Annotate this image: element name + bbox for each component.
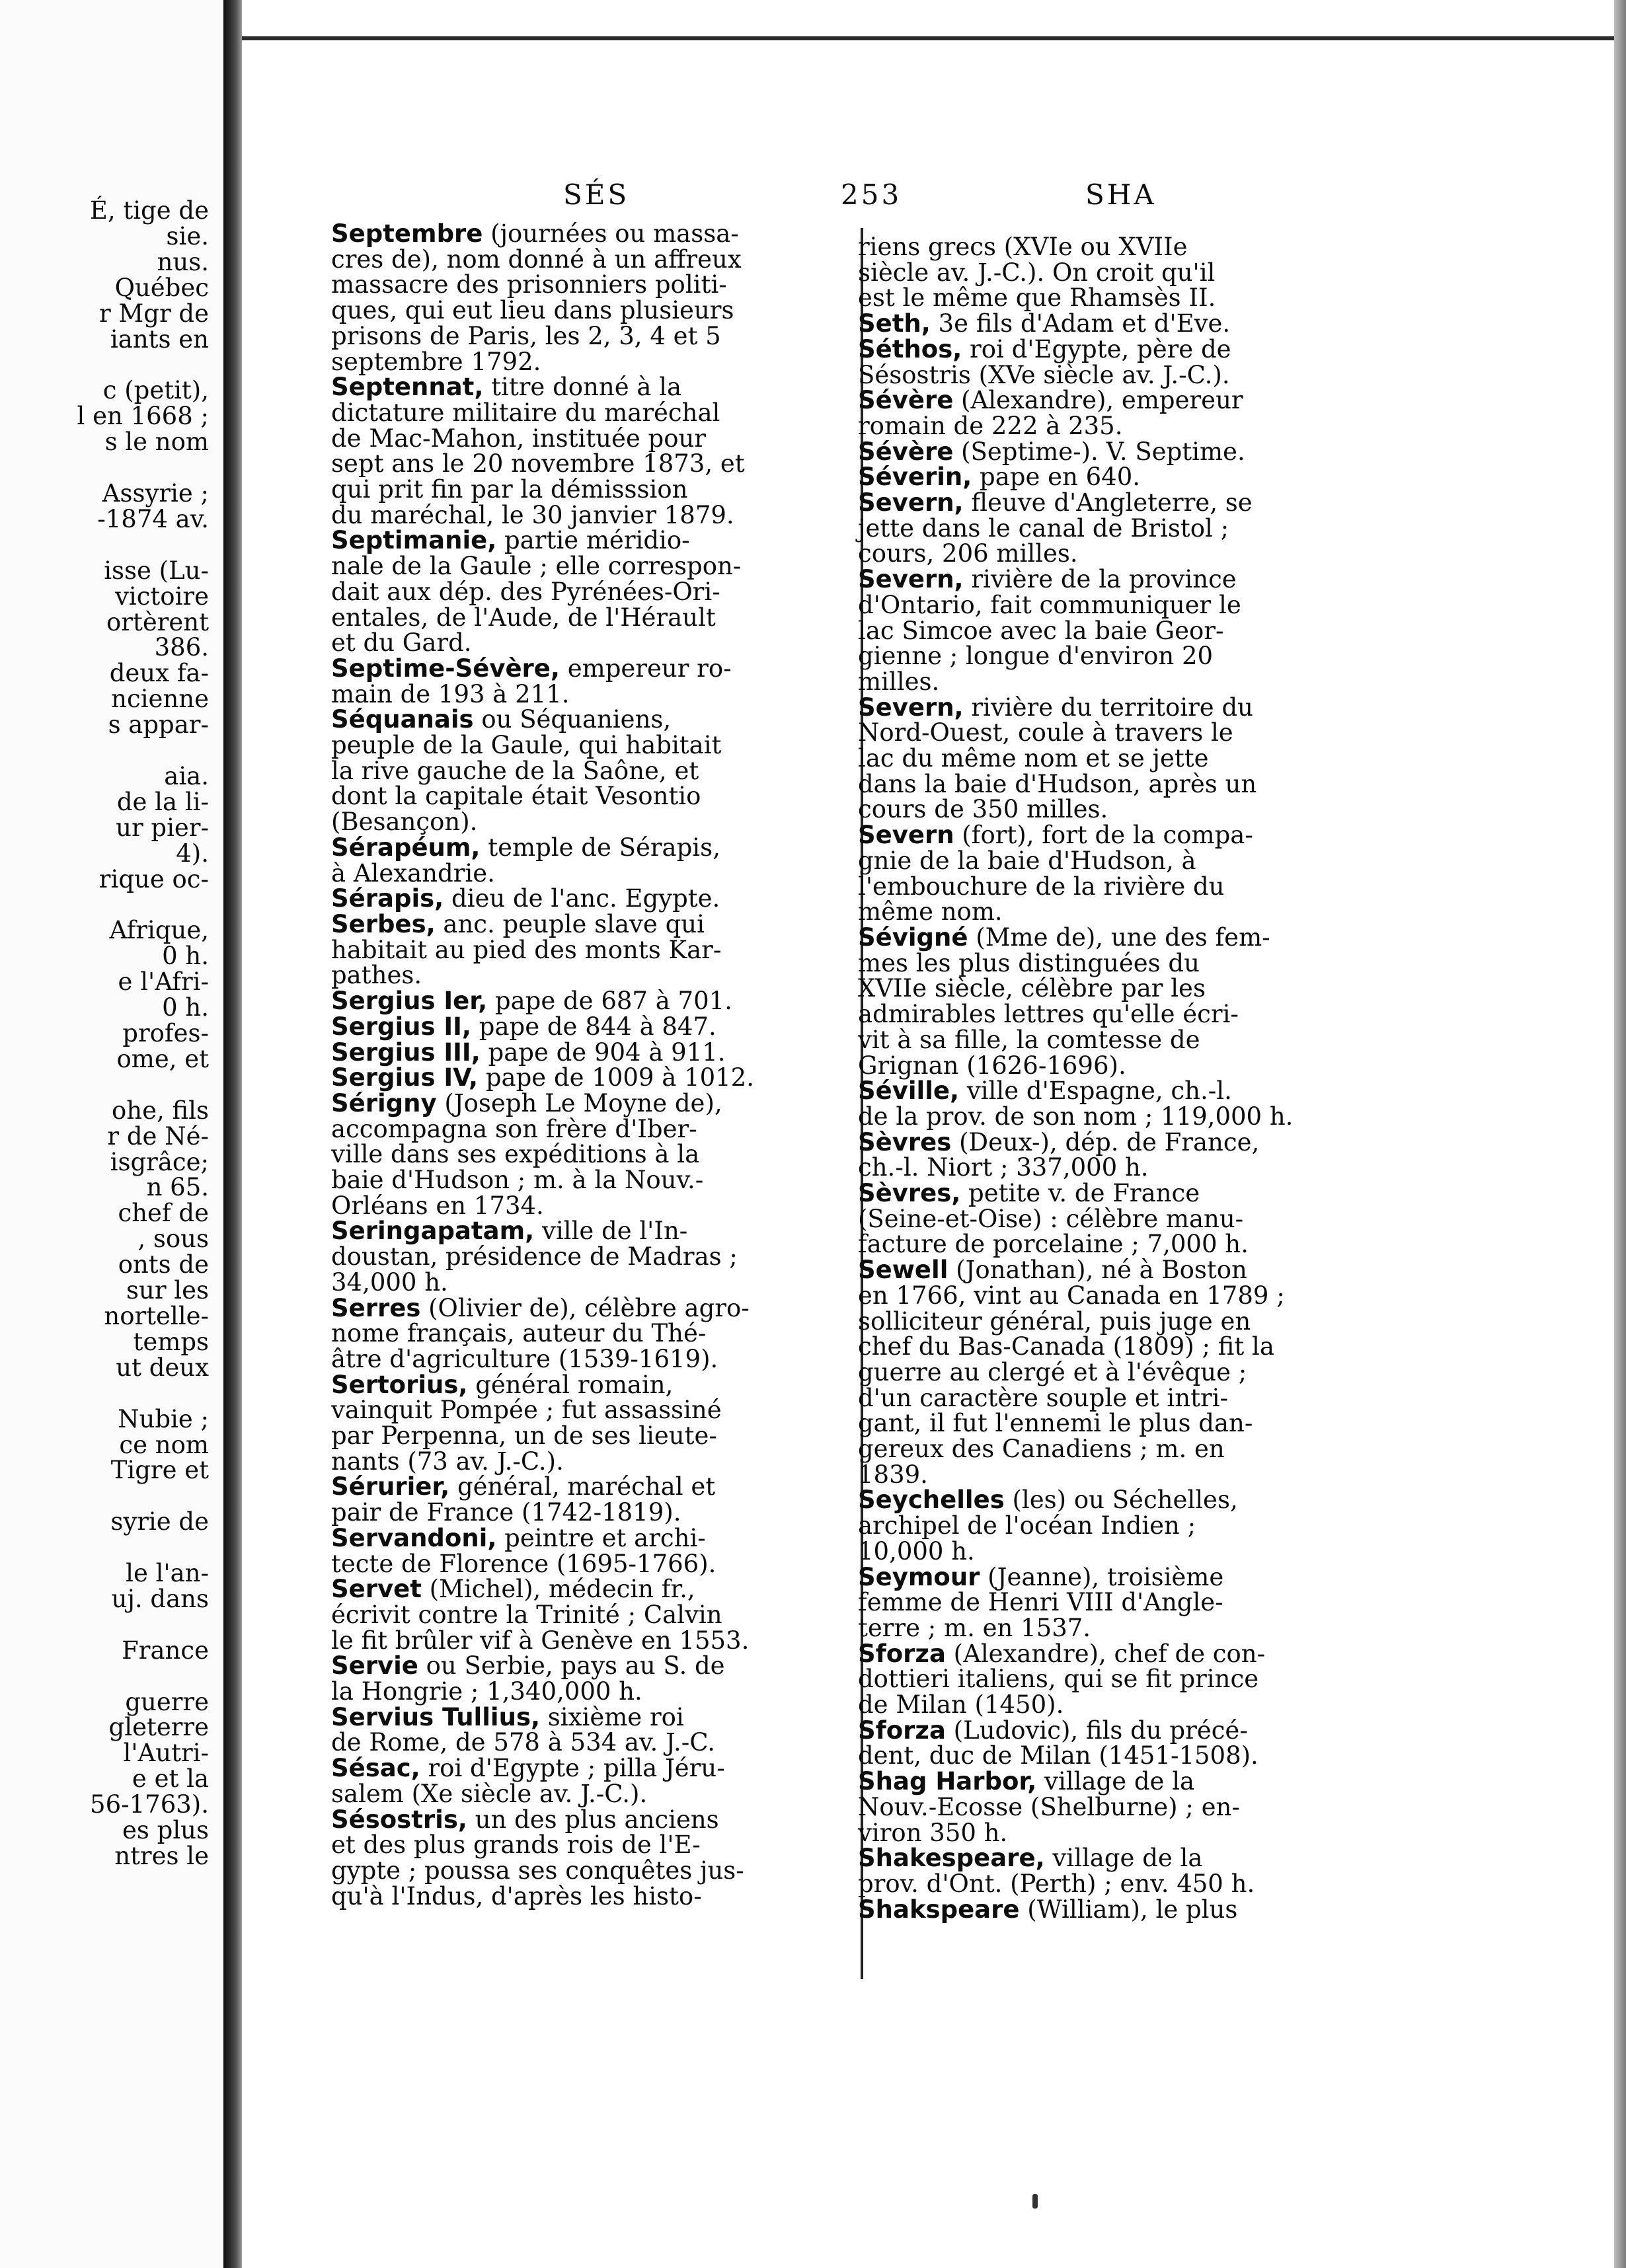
dictionary-entry (858, 1258, 1611, 1488)
entry-line: prisons de Paris, les 2, 3, 4 et 5 (331, 321, 721, 350)
previous-page-line: Assyrie ; (102, 478, 209, 508)
entry-line: de Milan (1450). (858, 1690, 1064, 1720)
dictionary-entry (858, 439, 1611, 465)
dictionary-entry (858, 1488, 1611, 1564)
dictionary-entry (331, 375, 929, 528)
dictionary-entry (858, 490, 1611, 567)
entry-line: Grignan (1626-1696). (858, 1051, 1126, 1080)
entry-headword: Septembre (331, 219, 483, 248)
previous-page-line: Afrique, (109, 916, 209, 945)
dictionary-entry (331, 1088, 929, 1220)
entry-line: facture de porcelaine ; 7,000 h. (858, 1230, 1249, 1259)
entry-line: Sérapis, dieu de l'anc. Egypte. (331, 884, 720, 913)
previous-page-line: uj. dans (111, 1584, 209, 1613)
entry-headword: Sévigné (858, 923, 968, 952)
entry-line: nome français, auteur du Thé- (331, 1319, 707, 1348)
dictionary-page (242, 36, 1614, 2268)
previous-page-fragment (0, 0, 223, 2268)
entry-line: dottieri italiens, qui se fit prince (858, 1665, 1259, 1694)
previous-page-line: e l'Afri- (118, 967, 209, 997)
entry-line: terre ; m. en 1537. (858, 1613, 1091, 1642)
entry-line: siècle av. J.-C.). On croit qu'il (858, 258, 1216, 287)
entry-headword: Seychelles (858, 1486, 1005, 1515)
previous-page-line: ome, et (116, 1044, 209, 1073)
entry-line: main de 193 à 211. (331, 679, 570, 708)
entry-line: archipel de l'océan Indien ; (858, 1511, 1196, 1540)
entry-line: même nom. (858, 897, 1003, 926)
entry-line: Sésac, roi d'Egypte ; pilla Jéru- (331, 1754, 725, 1783)
entry-line: nants (73 av. J.-C.). (331, 1447, 564, 1476)
previous-page-line: ce nom (119, 1430, 209, 1459)
previous-page-line: ur pier- (116, 813, 209, 842)
dictionary-entry (858, 465, 1611, 490)
entry-line: Septennat, titre donné à la (331, 373, 682, 402)
previous-page-line: onts de (118, 1250, 209, 1279)
previous-page-line: ncienne (111, 685, 209, 714)
entry-line: Seringapatam, ville de l'In- (331, 1217, 688, 1246)
entry-headword: Séquanais (331, 705, 474, 734)
entry-headword: Séverin, (858, 463, 972, 492)
previous-page-line: France (122, 1636, 209, 1665)
previous-page-line (0, 1612, 209, 1638)
entry-line: chef du Bas-Canada (1809) ; fit la (858, 1332, 1274, 1361)
entry-line: la rive gauche de la Saône, et (331, 756, 699, 785)
entry-line: accompagna son frère d'Iber- (331, 1114, 697, 1143)
dictionary-entry (331, 1807, 929, 1910)
entry-line: Sergius II, pape de 844 à 847. (331, 1012, 716, 1041)
previous-page-line: gleterre (108, 1713, 209, 1742)
previous-page-line: 4). (176, 839, 209, 868)
entry-line: Servie ou Serbie, pays au S. de (331, 1651, 725, 1681)
entry-headword: Sérapéum, (331, 833, 481, 862)
entry-line: entales, de l'Aude, de l'Hérault (331, 603, 716, 632)
previous-page-line: rique oc- (98, 864, 209, 893)
dictionary-entry (858, 1897, 1611, 1923)
entry-line: mes les plus distinguées du (858, 948, 1200, 977)
previous-page-line (0, 352, 209, 378)
entry-line: Shakspeare (William), le plus (858, 1895, 1238, 1924)
entry-line: en 1766, vint au Canada en 1789 ; (858, 1281, 1285, 1310)
entry-line: Severn, rivière de la province (858, 565, 1237, 594)
dictionary-entry (331, 1523, 929, 1578)
dictionary-entry (331, 1219, 929, 1295)
entry-line: vainquit Pompée ; fut assassiné (331, 1396, 722, 1425)
page-edge-right (1614, 0, 1626, 2268)
entry-line: habitait au pied des monts Kar- (331, 935, 722, 964)
entry-headword: Séthos, (858, 334, 962, 363)
previous-page-line: c (petit), (102, 376, 209, 405)
previous-page-line: sie. (166, 221, 209, 250)
entry-headword: Sévère (858, 386, 954, 415)
dictionary-entry (331, 1040, 929, 1066)
entry-line: salem (Xe siècle av. J.-C.). (331, 1779, 648, 1808)
previous-page-line: ohe, fils (111, 1096, 209, 1125)
entry-line: du maréchal, le 30 janvier 1879. (331, 500, 734, 529)
dictionary-entry (331, 221, 929, 375)
entry-line: pair de France (1742-1819). (331, 1498, 681, 1527)
entry-line: Nord-Ouest, coule à travers le (858, 718, 1233, 747)
entry-line: dent, duc de Milan (1451-1508). (858, 1741, 1258, 1770)
entry-line: peuple de la Gaule, qui habitait (331, 731, 722, 760)
previous-page-line: 386. (154, 633, 209, 662)
dictionary-entry (331, 1293, 929, 1373)
entry-line: guerre au clergé et à l'évêque ; (858, 1357, 1247, 1386)
previous-page-line: isse (Lu- (104, 556, 209, 585)
entry-line: écrivit contre la Trinité ; Calvin (331, 1600, 722, 1629)
entry-line: gienne ; longue d'environ 20 (858, 642, 1214, 671)
dictionary-entry (331, 656, 929, 707)
previous-page-line: isgrâce; (110, 1147, 209, 1176)
entry-line: Sergius IV, pape de 1009 à 1012. (331, 1063, 754, 1092)
entry-line: Sévère (Alexandre), empereur (858, 386, 1243, 415)
previous-page-line: chef de (118, 1199, 209, 1228)
entry-line: Shag Harbor, village de la (858, 1767, 1195, 1796)
dictionary-entry (858, 1718, 1611, 1769)
entry-headword: Septime-Sévère, (331, 654, 560, 683)
entry-line: jette dans le canal de Bristol ; (858, 513, 1229, 543)
entry-headword: Sforza (858, 1639, 946, 1668)
entry-line: Sérapéum, temple de Sérapis, (331, 833, 720, 862)
dictionary-entry (858, 311, 1611, 337)
dictionary-entry (858, 925, 1611, 1078)
entry-line: riens grecs (XVIe ou XVIIe (858, 233, 1188, 261)
previous-page-line: l en 1668 ; (77, 402, 209, 431)
entry-line: gnie de la baie d'Hudson, à (858, 846, 1196, 875)
dictionary-entry (331, 1014, 929, 1040)
previous-page-line: r de Né- (107, 1121, 209, 1151)
entry-headword: Sergius Ier, (331, 987, 488, 1016)
dictionary-entry (331, 1756, 929, 1807)
entry-headword: Septennat, (331, 373, 484, 402)
previous-page-line: e et la (132, 1764, 209, 1794)
previous-page-line: , sous (137, 1225, 209, 1254)
dictionary-entry (331, 1702, 929, 1757)
entry-line: âtre d'agriculture (1539-1619). (331, 1344, 718, 1373)
previous-page-line: ut deux (116, 1353, 209, 1382)
entry-line: Séville, ville d'Espagne, ch.-l. (858, 1077, 1232, 1106)
entry-headword: Sévère (858, 437, 954, 466)
entry-line: à Alexandrie. (331, 858, 495, 888)
entry-headword: Sergius IV, (331, 1063, 479, 1092)
entry-line: Serres (Olivier de), célèbre agro- (331, 1293, 750, 1322)
previous-page-line: sur les (126, 1276, 209, 1305)
entry-line: Nouv.-Ecosse (Shelburne) ; en- (858, 1792, 1240, 1821)
entry-line: Seth, 3e fils d'Adam et d'Eve. (858, 309, 1231, 338)
entry-line: Sérigny (Joseph Le Moyne de), (331, 1088, 722, 1117)
entry-line: Serbes, anc. peuple slave qui (331, 909, 705, 938)
previous-page-line: 56-1763). (90, 1790, 209, 1819)
entry-headword: Seth, (858, 309, 931, 338)
entry-line: 1839. (858, 1460, 928, 1489)
previous-page-line: deux fa- (109, 659, 209, 688)
right-column (858, 235, 1611, 1922)
entry-line: Séverin, pape en 640. (858, 463, 1140, 492)
page-number: 253 (841, 178, 902, 211)
entry-line: Severn, rivière du territoire du (858, 693, 1253, 722)
previous-page-line: n 65. (146, 1173, 209, 1202)
previous-page-line: nus. (157, 247, 209, 276)
previous-page-line: s le nom (104, 428, 209, 457)
entry-headword: Seringapatam, (331, 1217, 535, 1246)
previous-page-line: Tigre et (110, 1456, 209, 1485)
entry-headword: Seymour (858, 1562, 980, 1591)
entry-headword: Severn, (858, 565, 964, 594)
entry-headword: Sewell (858, 1256, 948, 1285)
ink-mark (1032, 2194, 1038, 2209)
entry-line: (Besançon). (331, 808, 478, 837)
entry-line: prov. d'Ont. (Perth) ; env. 450 h. (858, 1870, 1255, 1898)
entry-line: 10,000 h. (858, 1536, 975, 1566)
entry-line: Servet (Michel), médecin fr., (331, 1575, 695, 1604)
entry-headword: Sérurier, (331, 1472, 450, 1501)
entry-line: gereux des Canadiens ; m. en (858, 1435, 1225, 1464)
entry-headword: Sésac, (331, 1754, 420, 1783)
entry-line: Sérurier, général, maréchal et (331, 1472, 716, 1501)
entry-headword: Servius Tullius, (331, 1702, 541, 1731)
entry-line: de Rome, de 578 à 534 av. J.-C. (331, 1728, 715, 1757)
previous-page-line: nortelle- (104, 1301, 209, 1330)
previous-page-line (0, 1664, 209, 1690)
previous-page-line: le l'an- (126, 1559, 209, 1588)
previous-page-line (0, 455, 209, 481)
entry-line: et du Gard. (331, 628, 472, 658)
entry-headword: Servandoni, (331, 1523, 497, 1552)
entry-line: ville dans ses expéditions à la (331, 1140, 700, 1169)
entry-line: nale de la Gaule ; elle correspon- (331, 552, 742, 581)
entry-headword: Sergius III, (331, 1038, 481, 1067)
previous-page-line: es plus (122, 1816, 209, 1845)
previous-page-line: 0 h. (162, 993, 209, 1022)
entry-line: Orléans en 1734. (331, 1191, 544, 1220)
entry-line: Servius Tullius, sixième roi (331, 1702, 684, 1731)
entry-line: Sewell (Jonathan), né à Boston (858, 1256, 1247, 1285)
entry-line: ques, qui eut lieu dans plusieurs (331, 296, 734, 325)
entry-line: Sforza (Ludovic), fils du précé- (858, 1716, 1248, 1745)
dictionary-entry (858, 1639, 1611, 1720)
book-spine (223, 0, 242, 2268)
entry-line: Sertorius, général romain, (331, 1370, 674, 1399)
previous-page-text (0, 198, 209, 1870)
entry-line: et des plus grands rois de l'E- (331, 1831, 701, 1860)
dictionary-entry (331, 989, 929, 1014)
entry-line: Septimanie, partie méridio- (331, 526, 690, 555)
entry-line: gypte ; poussa ses conquêtes jus- (331, 1856, 744, 1885)
entry-line: femme de Henri VIII d'Angle- (858, 1588, 1223, 1617)
dictionary-entry (858, 1562, 1611, 1642)
entry-headword: Shag Harbor, (858, 1767, 1037, 1796)
entry-line: Severn (fort), fort de la compa- (858, 821, 1253, 850)
entry-line: XVIIe siècle, célèbre par les (858, 974, 1206, 1003)
previous-page-line: Québec (114, 273, 209, 302)
entry-headword: Severn (858, 821, 954, 850)
entry-line: Sévigné (Mme de), une des fem- (858, 923, 1270, 952)
entry-headword: Sergius II, (331, 1012, 471, 1041)
entry-line: dont la capitale était Vesontio (331, 782, 701, 811)
entry-line: Shakespeare, village de la (858, 1844, 1203, 1873)
entry-line: la Hongrie ; 1,340,000 h. (331, 1677, 642, 1706)
entry-line: de la prov. de son nom ; 119,000 h. (858, 1102, 1294, 1131)
previous-page-line (0, 1484, 209, 1509)
previous-page-line: 0 h. (162, 942, 209, 971)
entry-line: Séquanais ou Séquaniens, (331, 705, 672, 734)
page-top-edge (242, 36, 1614, 40)
dictionary-entry (331, 528, 929, 656)
previous-page-line: ortèrent (106, 607, 209, 636)
entry-line: dans la baie d'Hudson, après un (858, 769, 1257, 798)
previous-page-line: de la li- (116, 787, 209, 816)
entry-line: romain de 222 à 235. (858, 411, 1123, 440)
entry-line: qui prit fin par la démisssion (331, 475, 688, 504)
entry-headword: Septimanie, (331, 526, 497, 555)
entry-line: lac Simcoe avec la baie Geor- (858, 616, 1224, 645)
dictionary-entry (858, 823, 1611, 925)
entry-line: pathes. (331, 961, 422, 990)
dictionary-entry (331, 1653, 929, 1704)
entry-line: Sévère (Septime-). V. Septime. (858, 437, 1245, 466)
previous-page-line: guerre (125, 1687, 209, 1716)
entry-line: l'embouchure de la rivière du (858, 872, 1225, 901)
entry-line: de Mac-Mahon, instituée pour (331, 424, 706, 453)
previous-page-line (0, 533, 209, 558)
entry-line: Sforza (Alexandre), chef de con- (858, 1639, 1266, 1668)
previous-page-line: syrie de (110, 1507, 209, 1536)
entry-line: d'un caractère souple et intri- (858, 1383, 1228, 1412)
entry-line: cres de), nom donné à un affreux (331, 245, 742, 274)
entry-headword: Serbes, (331, 909, 436, 938)
entry-line: cours, 206 milles. (858, 539, 1078, 568)
entry-line: sept ans le 20 novembre 1873, et (331, 449, 745, 478)
previous-page-line (0, 892, 209, 918)
entry-headword: Severn, (858, 488, 964, 517)
dictionary-entry (858, 1127, 1611, 1182)
previous-page-line: temps (133, 1327, 209, 1356)
entry-headword: Sforza (858, 1716, 946, 1745)
previous-page-line: iants en (110, 324, 209, 354)
dictionary-entry (331, 1370, 929, 1476)
entry-line: Septembre (journées ou massa- (331, 219, 739, 248)
entry-line: 34,000 h. (331, 1267, 448, 1297)
entry-headword: Shakespeare, (858, 1844, 1045, 1873)
previous-page-line (0, 1073, 209, 1098)
entry-line: ch.-l. Niort ; 337,000 h. (858, 1153, 1149, 1182)
dictionary-entry (858, 695, 1611, 823)
running-head-left: SÉS (563, 178, 630, 211)
entry-headword: Servie (331, 1651, 418, 1681)
entry-line: Sésostris, un des plus anciens (331, 1805, 719, 1834)
entry-headword: Serres (331, 1293, 421, 1322)
running-head-right: SHA (1085, 178, 1157, 211)
previous-page-line: r Mgr de (98, 299, 209, 328)
entry-line: est le même que Rhamsès II. (858, 284, 1216, 313)
dictionary-entry (858, 1181, 1611, 1258)
entry-line: Séthos, roi d'Egypte, père de (858, 334, 1231, 363)
dictionary-entry (858, 388, 1611, 439)
dictionary-entry (331, 1474, 929, 1525)
entry-headword: Séville, (858, 1077, 960, 1106)
entry-headword: Sèvres (858, 1127, 952, 1156)
entry-line: dait aux dép. des Pyrénées-Ori- (331, 577, 720, 606)
left-column (331, 221, 929, 1909)
entry-line: septembre 1792. (331, 347, 541, 376)
dictionary-entry (858, 334, 1611, 389)
entry-line: cours de 350 milles. (858, 795, 1108, 824)
previous-page-line: Nubie ; (118, 1404, 209, 1433)
previous-page-line: aia. (164, 761, 209, 790)
entry-headword: Sésostris, (331, 1805, 467, 1834)
entry-headword: Sèvres, (858, 1179, 961, 1208)
entry-line: massacre des prisonniers politi- (331, 270, 727, 299)
dictionary-entry (331, 909, 929, 990)
previous-page-line: ntres le (114, 1842, 209, 1870)
dictionary-entry (331, 1577, 929, 1653)
entry-line: milles. (858, 667, 940, 696)
entry-line: doustan, présidence de Madras ; (331, 1242, 738, 1271)
dictionary-entry (858, 567, 1611, 695)
entry-line: d'Ontario, fait communiquer le (858, 590, 1241, 619)
previous-page-line: s appar- (108, 710, 209, 739)
entry-line: par Perpenna, un de ses lieute- (331, 1421, 717, 1451)
entry-line: lac du même nom et se jette (858, 744, 1209, 773)
previous-page-line: É, tige de (89, 196, 209, 225)
entry-line: vit à sa fille, la comtesse de (858, 1025, 1200, 1054)
entry-line: viron 350 h. (858, 1818, 1008, 1847)
dictionary-entry (858, 235, 1611, 311)
dictionary-entry (858, 1846, 1611, 1897)
dictionary-entry (331, 886, 929, 912)
entry-line: Sésostris (XVe siècle av. J.-C.). (858, 360, 1230, 389)
previous-page-line: victoire (114, 582, 209, 611)
entry-line: (Seine-et-Oise) : célèbre manu- (858, 1204, 1244, 1233)
entry-line: qu'à l'Indus, d'après les histo- (331, 1881, 702, 1910)
previous-page-line: l'Autri- (123, 1739, 209, 1768)
entry-headword: Sérapis, (331, 884, 444, 913)
previous-page-line (0, 738, 209, 764)
entry-headword: Servet (331, 1575, 422, 1604)
dictionary-entry (331, 707, 929, 835)
dictionary-entry (331, 1065, 929, 1091)
dictionary-entry (858, 1078, 1611, 1129)
entry-line: Sergius III, pape de 904 à 911. (331, 1038, 726, 1067)
entry-line: gant, il fut l'ennemi le plus dan- (858, 1409, 1253, 1438)
entry-line: le fit brûler vif à Genève en 1553. (331, 1626, 750, 1655)
entry-line: baie d'Hudson ; m. à la Nouv.- (331, 1166, 704, 1195)
previous-page-line: -1874 av. (97, 504, 209, 533)
entry-headword: Sérigny (331, 1088, 437, 1117)
entry-line: tecte de Florence (1695-1766). (331, 1549, 716, 1578)
previous-page-line (0, 1381, 209, 1407)
previous-page-line (0, 1535, 209, 1561)
dictionary-entry (331, 835, 929, 886)
entry-line: solliciteur général, puis juge en (858, 1306, 1251, 1336)
entry-line: Seymour (Jeanne), troisième (858, 1562, 1224, 1591)
entry-headword: Sertorius, (331, 1370, 468, 1399)
entry-line: admirables lettres qu'elle écri- (858, 1000, 1239, 1029)
entry-line: dictature militaire du maréchal (331, 398, 720, 427)
entry-line: Severn, fleuve d'Angleterre, se (858, 488, 1253, 517)
entry-line: Sergius Ier, pape de 687 à 701. (331, 987, 732, 1016)
entry-line: Septime-Sévère, empereur ro- (331, 654, 732, 683)
entry-line: Sèvres (Deux-), dép. de France, (858, 1127, 1260, 1156)
entry-line: Sèvres, petite v. de France (858, 1179, 1200, 1208)
entry-line: Seychelles (les) ou Séchelles, (858, 1486, 1238, 1515)
entry-line: Servandoni, peintre et archi- (331, 1523, 706, 1552)
entry-headword: Severn, (858, 693, 964, 722)
dictionary-entry (858, 1769, 1611, 1846)
entry-headword: Shakspeare (858, 1895, 1020, 1924)
previous-page-line: profes- (122, 1019, 209, 1047)
